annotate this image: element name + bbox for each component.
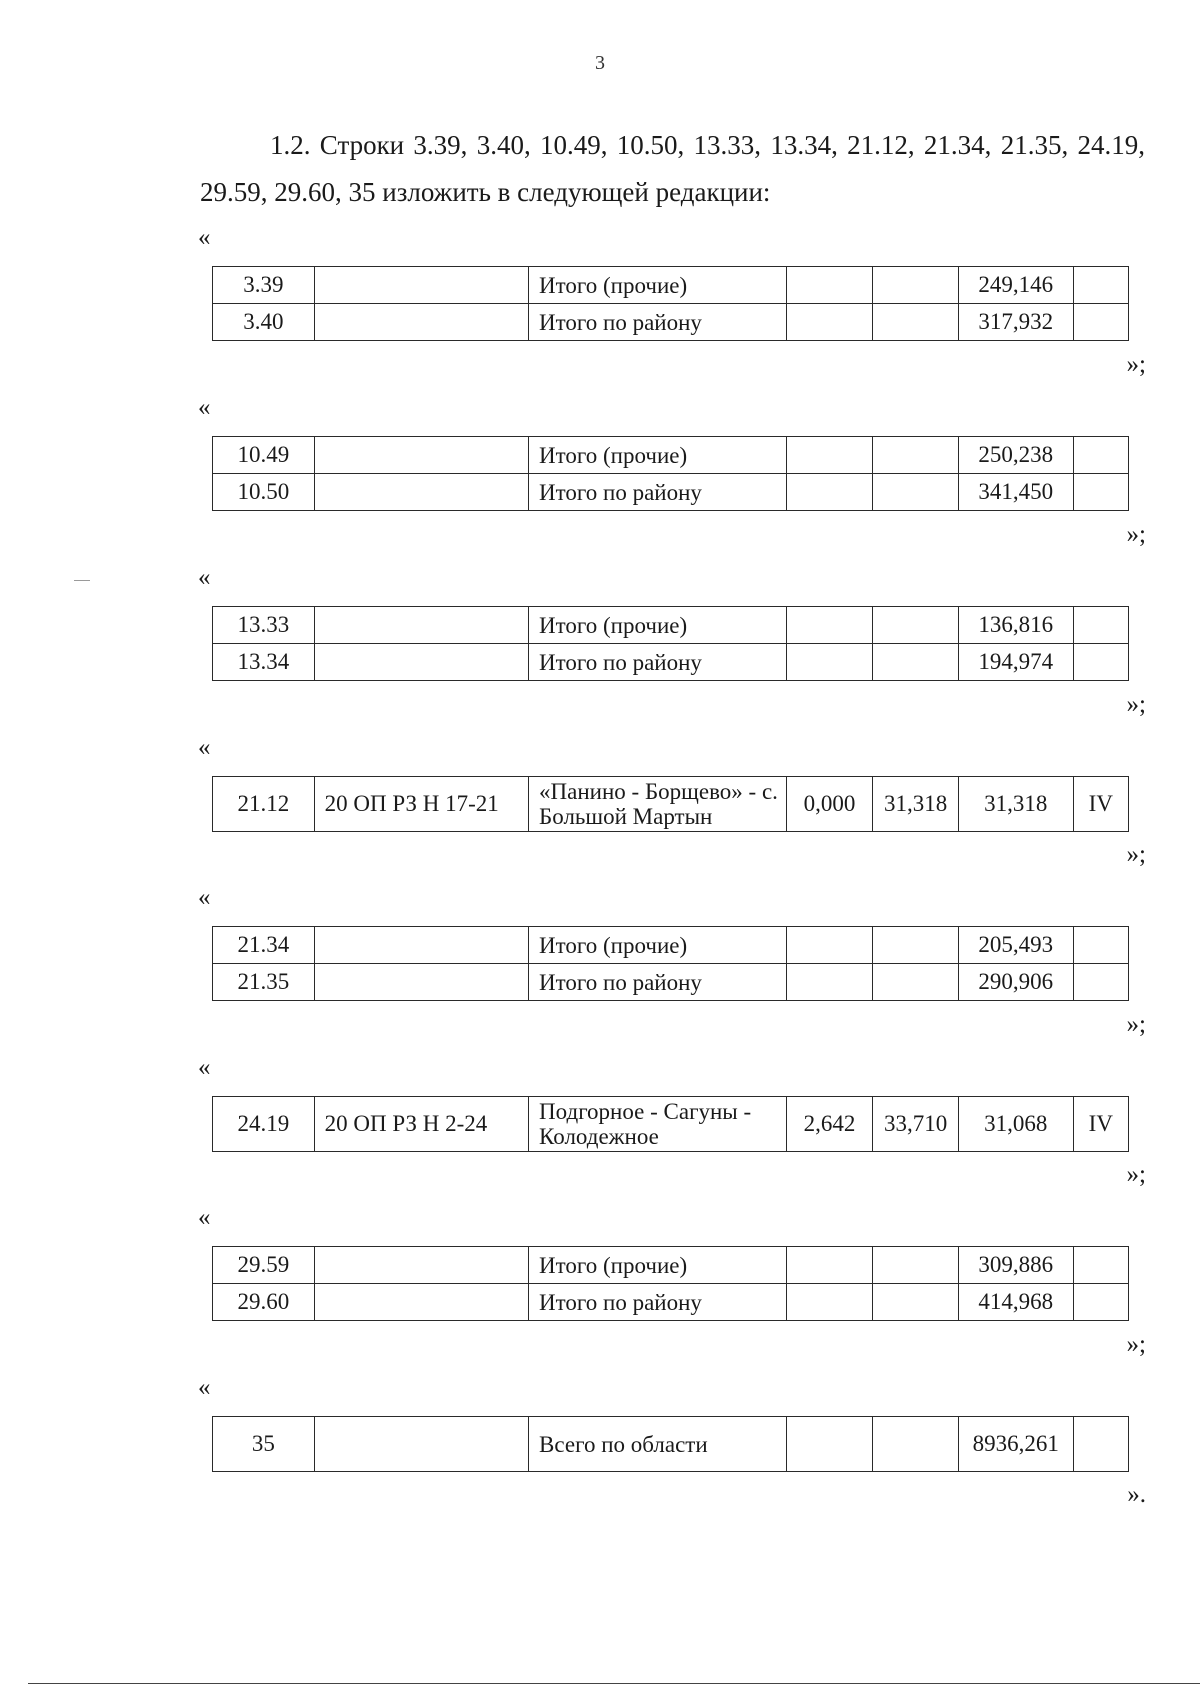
category-cell	[1073, 304, 1128, 341]
start-km-cell	[786, 474, 873, 511]
start-km-cell	[786, 1284, 873, 1321]
category-cell	[1073, 437, 1128, 474]
road-code-cell	[314, 437, 528, 474]
start-km-cell	[786, 1417, 873, 1472]
page-bottom-rule	[28, 1683, 1200, 1684]
length-km-cell: 309,886	[958, 1247, 1073, 1284]
end-km-cell: 31,318	[873, 777, 959, 832]
category-cell	[1073, 927, 1128, 964]
start-km-cell	[786, 964, 873, 1001]
closing-quote: »;	[1126, 521, 1146, 548]
length-km-cell: 194,974	[958, 644, 1073, 681]
opening-quote: «	[198, 224, 211, 251]
row-number-cell: 21.35	[213, 964, 315, 1001]
end-km-cell	[873, 927, 959, 964]
opening-quote: «	[198, 394, 211, 421]
start-km-cell	[786, 607, 873, 644]
start-km-cell: 0,000	[786, 777, 873, 832]
length-km-cell: 317,932	[958, 304, 1073, 341]
end-km-cell	[873, 1247, 959, 1284]
table-row	[213, 1247, 1129, 1284]
road-name-cell: Подгорное - Сагуны - Колодежное	[529, 1097, 787, 1152]
table-row	[213, 474, 1129, 511]
length-km-cell: 31,068	[958, 1097, 1073, 1152]
amendment-table	[212, 266, 1129, 341]
road-code-cell	[314, 964, 528, 1001]
road-name-cell: Итого (прочие)	[529, 1247, 787, 1284]
closing-quote: »;	[1126, 841, 1146, 868]
opening-quote: «	[198, 1204, 211, 1231]
amendment-table	[212, 1416, 1129, 1472]
opening-quote: «	[198, 1374, 211, 1401]
end-km-cell	[873, 1417, 959, 1472]
table-row	[213, 644, 1129, 681]
road-name-cell: Итого по району	[529, 1284, 787, 1321]
road-code-cell: 20 ОП РЗ Н 17-21	[314, 777, 528, 832]
end-km-cell	[873, 267, 959, 304]
table-row	[213, 1284, 1129, 1321]
start-km-cell	[786, 437, 873, 474]
category-cell	[1073, 474, 1128, 511]
start-km-cell	[786, 927, 873, 964]
table-row	[213, 964, 1129, 1001]
start-km-cell	[786, 304, 873, 341]
end-km-cell	[873, 474, 959, 511]
road-name-cell: Всего по области	[529, 1417, 787, 1472]
category-cell	[1073, 1417, 1128, 1472]
row-number-cell: 3.40	[213, 304, 315, 341]
category-cell: IV	[1073, 1097, 1128, 1152]
row-number-cell: 10.49	[213, 437, 315, 474]
closing-quote: »;	[1126, 1161, 1146, 1188]
end-km-cell	[873, 437, 959, 474]
length-km-cell: 414,968	[958, 1284, 1073, 1321]
table-row	[213, 777, 1129, 832]
opening-quote: «	[198, 884, 211, 911]
start-km-cell	[786, 644, 873, 681]
amendment-table	[212, 926, 1129, 1001]
road-code-cell	[314, 1417, 528, 1472]
start-km-cell	[786, 1247, 873, 1284]
length-km-cell: 290,906	[958, 964, 1073, 1001]
table-row	[213, 927, 1129, 964]
amendment-table	[212, 1096, 1129, 1152]
row-number-cell: 21.12	[213, 777, 315, 832]
closing-quote: »;	[1126, 351, 1146, 378]
closing-quote: »;	[1126, 1331, 1146, 1358]
row-number-cell: 35	[213, 1417, 315, 1472]
closing-quote: ».	[1127, 1481, 1146, 1508]
row-number-cell: 29.60	[213, 1284, 315, 1321]
length-km-cell: 250,238	[958, 437, 1073, 474]
amendment-table	[212, 1246, 1129, 1321]
table-row	[213, 267, 1129, 304]
opening-quote: «	[198, 734, 211, 761]
amendment-table	[212, 606, 1129, 681]
page-number: 3	[595, 52, 605, 74]
closing-quote: »;	[1126, 1011, 1146, 1038]
opening-quote: «	[198, 564, 211, 591]
table-row	[213, 437, 1129, 474]
row-number-cell: 29.59	[213, 1247, 315, 1284]
road-name-cell: Итого по району	[529, 644, 787, 681]
road-name-cell: «Панино - Борщево» - с. Большой Мартын	[529, 777, 787, 832]
row-number-cell: 10.50	[213, 474, 315, 511]
closing-quote: »;	[1126, 691, 1146, 718]
end-km-cell	[873, 607, 959, 644]
table-row	[213, 1417, 1129, 1472]
end-km-cell: 33,710	[873, 1097, 959, 1152]
table-row	[213, 1097, 1129, 1152]
length-km-cell: 8936,261	[958, 1417, 1073, 1472]
road-name-cell: Итого (прочие)	[529, 927, 787, 964]
road-name-cell: Итого (прочие)	[529, 437, 787, 474]
end-km-cell	[873, 1284, 959, 1321]
category-cell	[1073, 1284, 1128, 1321]
end-km-cell	[873, 644, 959, 681]
category-cell	[1073, 1247, 1128, 1284]
end-km-cell	[873, 964, 959, 1001]
category-cell	[1073, 267, 1128, 304]
road-code-cell	[314, 267, 528, 304]
road-name-cell: Итого (прочие)	[529, 607, 787, 644]
road-code-cell	[314, 927, 528, 964]
table-row	[213, 304, 1129, 341]
length-km-cell: 205,493	[958, 927, 1073, 964]
road-code-cell	[314, 1247, 528, 1284]
length-km-cell: 31,318	[958, 777, 1073, 832]
length-km-cell: 341,450	[958, 474, 1073, 511]
road-code-cell	[314, 304, 528, 341]
end-km-cell	[873, 304, 959, 341]
road-code-cell	[314, 1284, 528, 1321]
row-number-cell: 13.34	[213, 644, 315, 681]
scan-artifact-mark	[74, 580, 90, 581]
road-name-cell: Итого по району	[529, 964, 787, 1001]
amendment-intro-paragraph: 1.2. Строки 3.39, 3.40, 10.49, 10.50, 13.33, 13.34, 21.12, 21.34, 21.35, 24.19, 29.59, 29.60, 35 изложить в следующей редакции:	[200, 130, 1145, 207]
row-number-cell: 21.34	[213, 927, 315, 964]
category-cell: IV	[1073, 777, 1128, 832]
length-km-cell: 136,816	[958, 607, 1073, 644]
road-name-cell: Итого по району	[529, 304, 787, 341]
table-row	[213, 607, 1129, 644]
amendment-table	[212, 776, 1129, 832]
category-cell	[1073, 607, 1128, 644]
road-code-cell	[314, 644, 528, 681]
category-cell	[1073, 964, 1128, 1001]
road-name-cell: Итого по району	[529, 474, 787, 511]
category-cell	[1073, 644, 1128, 681]
opening-quote: «	[198, 1054, 211, 1081]
row-number-cell: 24.19	[213, 1097, 315, 1152]
amendment-table	[212, 436, 1129, 511]
road-name-cell: Итого (прочие)	[529, 267, 787, 304]
length-km-cell: 249,146	[958, 267, 1073, 304]
road-code-cell	[314, 607, 528, 644]
start-km-cell: 2,642	[786, 1097, 873, 1152]
start-km-cell	[786, 267, 873, 304]
road-code-cell	[314, 474, 528, 511]
road-code-cell: 20 ОП РЗ Н 2-24	[314, 1097, 528, 1152]
row-number-cell: 3.39	[213, 267, 315, 304]
row-number-cell: 13.33	[213, 607, 315, 644]
